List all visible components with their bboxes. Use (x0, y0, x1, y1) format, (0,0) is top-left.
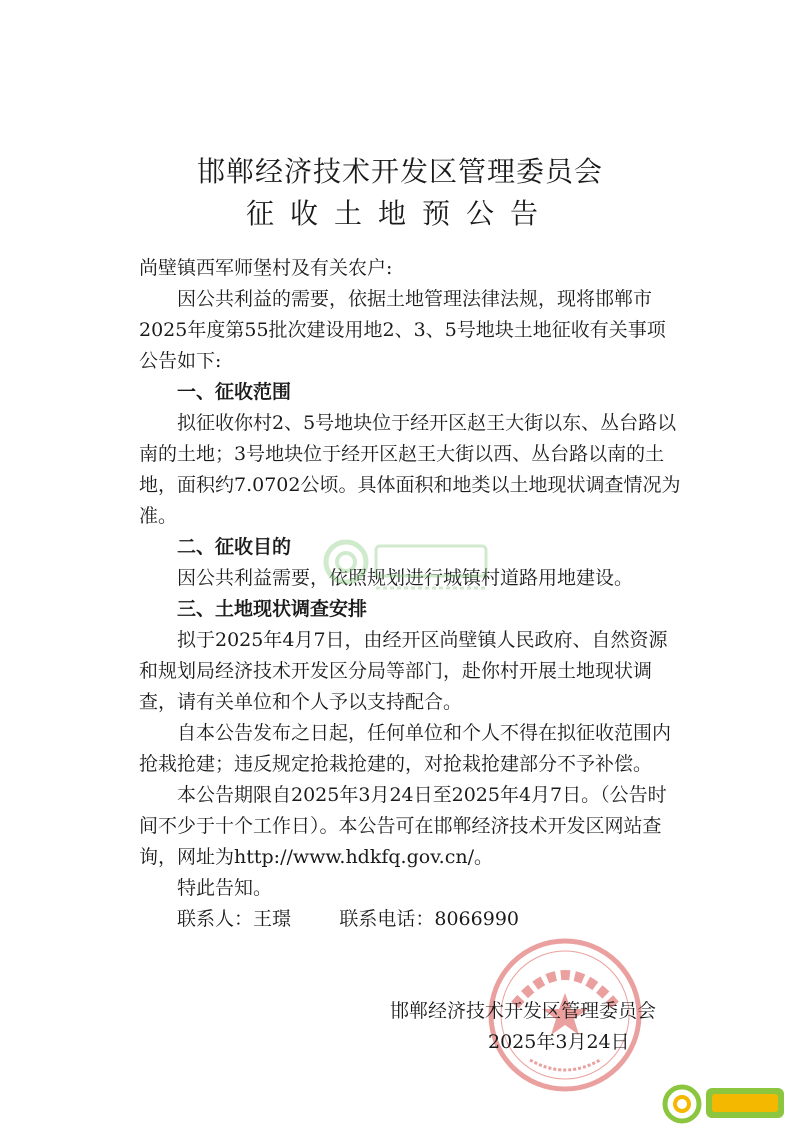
brand-logo (660, 1080, 790, 1126)
issuer-signature: 邯郸经济技术开发区管理委员会 (390, 1000, 657, 1022)
watermark-logo (318, 532, 498, 602)
section2-paragraph: 因公共利益需要，依照规划进行城镇村道路用地建设。 (177, 567, 634, 589)
phone-label: 联系电话： (339, 908, 435, 930)
salutation: 尚壁镇西军师堡村及有关农户: (139, 257, 393, 279)
prohibition-paragraph: 自本公告发布之日起，任何单位和个人不得在拟征收范围内抢栽抢建；违反规定抢栽抢建的，对抢栽抢建部分不予补偿。 (139, 722, 672, 775)
doc-title: 征收土地预公告 (245, 197, 554, 230)
period-paragraph: 本公告期限自2025年3月24日至2025年4月7日。（公告时间不少于十个工作日）。本公告可在邯郸经济技术开发区网站查询，网址为http://www.hdkfq.gov.cn/。 (139, 784, 667, 868)
issue-date: 2025年3月24日 (488, 1031, 630, 1053)
contact-line (139, 904, 684, 935)
contact-label: 联系人： (177, 908, 254, 930)
section3-paragraph: 拟于2025年4月7日，由经开区尚壁镇人民政府、自然资源和规划局经济技术开发区分局等部门，赴你村开展土地现状调查，请有关单位和个人予以支持配合。 (139, 629, 668, 713)
closing-line: 特此告知。 (177, 877, 273, 899)
section1-heading: 一、征收范围 (177, 381, 292, 403)
intro-paragraph: 因公共利益的需要，依据土地管理法律法规，现将邯郸市2025年度第55批次建设用地2、3、5号地块土地征收有关事项公告如下: (139, 288, 666, 372)
section2-heading: 二、征收目的 (177, 536, 292, 558)
section1-paragraph: 拟征收你村2、5号地块位于经开区赵王大街以东、丛台路以南的土地；3号地块位于经开区赵王大街以西、丛台路以南的土地，面积约7.0702公顷。具体面积和地类以土地现状调查情况为准。 (139, 412, 681, 527)
org-title: 邯郸经济技术开发区管理委员会 (196, 155, 603, 188)
section3-heading: 三、土地现状调查安排 (177, 598, 368, 620)
phone-number: 8066990 (434, 908, 519, 930)
contact-name: 王璟 (253, 908, 292, 930)
